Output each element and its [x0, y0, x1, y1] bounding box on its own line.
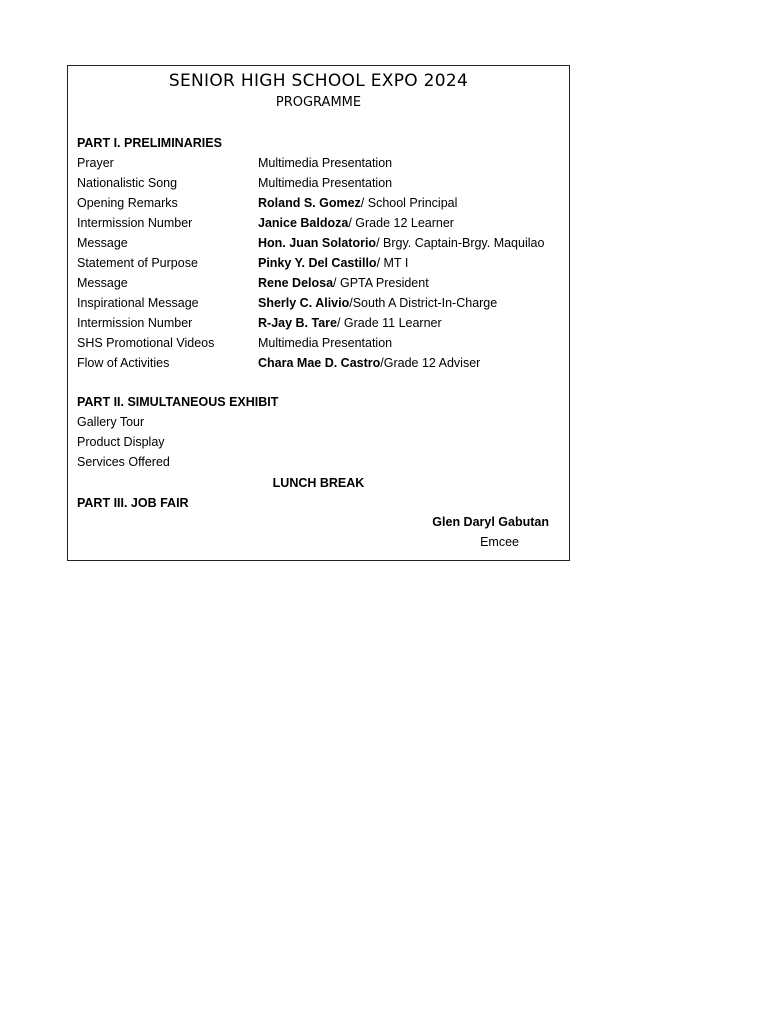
activity-label: Opening Remarks — [77, 196, 178, 210]
activity-presenter — [258, 155, 392, 171]
activity-label: Intermission Number — [77, 216, 193, 230]
presenter-name: Hon. Juan Solatorio — [258, 236, 377, 250]
programme-box — [67, 65, 570, 561]
activity-presenter — [258, 235, 544, 251]
activity-label: Message — [77, 276, 128, 290]
activity-presenter — [258, 215, 454, 231]
presenter-name: Chara Mae D. Castro — [258, 356, 381, 370]
activity-presenter — [258, 275, 429, 291]
presenter-detail: /Grade 12 Adviser — [380, 356, 481, 370]
activity-label: SHS Promotional Videos — [77, 336, 215, 350]
activity-presenter — [258, 335, 392, 351]
presenter-detail: Multimedia Presentation — [258, 336, 393, 350]
exhibit-item: Gallery Tour — [77, 415, 145, 429]
activity-presenter — [258, 295, 497, 311]
emcee-role: Emcee — [480, 535, 519, 549]
document-subtitle: PROGRAMME — [275, 95, 362, 110]
activity-label: Inspirational Message — [77, 296, 199, 310]
presenter-detail: / Grade 12 Learner — [348, 216, 454, 230]
presenter-detail: / Brgy. Captain-Brgy. Maquilao — [376, 236, 545, 250]
presenter-detail: /South A District-In-Charge — [349, 296, 498, 310]
activity-presenter — [258, 255, 408, 271]
document-title: SENIOR HIGH SCHOOL EXPO 2024 — [168, 71, 469, 91]
activity-label: Prayer — [77, 156, 114, 170]
emcee-name: Glen Daryl Gabutan — [432, 515, 549, 529]
exhibit-item: Services Offered — [77, 455, 170, 469]
activity-presenter — [258, 195, 457, 211]
activity-presenter — [258, 355, 480, 371]
presenter-detail: / School Principal — [360, 196, 458, 210]
activity-presenter — [258, 315, 442, 331]
presenter-name: Sherly C. Alivio — [258, 296, 350, 310]
presenter-name: Janice Baldoza — [258, 216, 349, 230]
presenter-detail: Multimedia Presentation — [258, 176, 393, 190]
lunch-break: LUNCH BREAK — [272, 476, 365, 490]
presenter-detail: / GPTA President — [333, 276, 429, 290]
presenter-name: Rene Delosa — [258, 276, 334, 290]
part2-heading: PART II. SIMULTANEOUS EXHIBIT — [77, 395, 279, 409]
activity-label: Flow of Activities — [77, 356, 170, 370]
presenter-name: Roland S. Gomez — [258, 196, 361, 210]
presenter-detail: / Grade 11 Learner — [336, 316, 442, 330]
presenter-name: R-Jay B. Tare — [258, 316, 337, 330]
activity-label: Message — [77, 236, 128, 250]
presenter-name: Pinky Y. Del Castillo — [258, 256, 377, 270]
activity-label: Statement of Purpose — [77, 256, 198, 270]
activity-label: Intermission Number — [77, 316, 193, 330]
presenter-detail: Multimedia Presentation — [258, 156, 393, 170]
activity-presenter — [258, 175, 392, 191]
presenter-detail: / MT I — [376, 256, 409, 270]
part3-heading: PART III. JOB FAIR — [77, 496, 189, 510]
part1-heading: PART I. PRELIMINARIES — [77, 136, 222, 150]
exhibit-item: Product Display — [77, 435, 165, 449]
activity-label: Nationalistic Song — [77, 176, 178, 190]
